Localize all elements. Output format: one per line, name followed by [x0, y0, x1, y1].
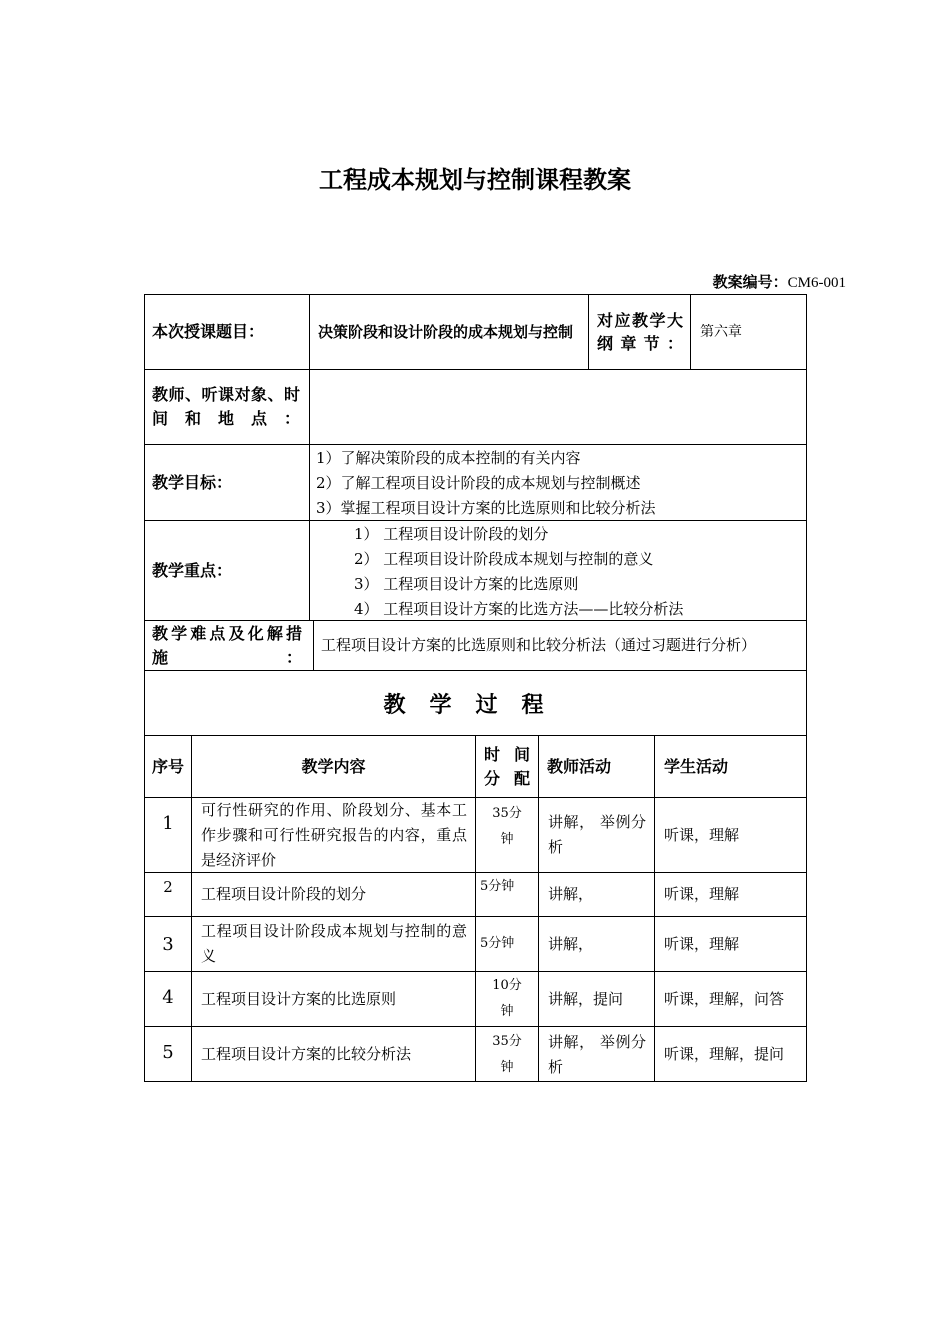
- row-student-activity: 听课，理解: [664, 885, 740, 903]
- key-points-list: [354, 522, 794, 622]
- col-header-content: 教学内容: [301, 756, 366, 776]
- row-teacher-activity: 讲解，提问: [548, 989, 624, 1008]
- col-divider: [538, 735, 539, 1082]
- col-header-teacher: 教师活动: [547, 756, 612, 776]
- col-divider: [475, 735, 476, 1082]
- process-title: 教学过程: [383, 692, 568, 718]
- row-content: 工程项目设计阶段成本规划与控制的意义: [201, 922, 467, 965]
- row-number: 1: [162, 812, 174, 834]
- plan-code-label: 教案编号：: [712, 273, 788, 291]
- row-student-activity: 听课，理解: [664, 825, 740, 844]
- row-content: 工程项目设计方案的比较分析法: [201, 1045, 412, 1063]
- row-student-activity: 听课，理解，提问: [664, 1045, 785, 1063]
- row-time: 35分钟: [492, 806, 522, 847]
- key-point-item: 1） 工程项目设计阶段的划分: [354, 525, 549, 543]
- row-content: 工程项目设计方案的比选原则: [201, 989, 397, 1008]
- plan-code: [713, 271, 846, 292]
- plan-code-value: CM6-001: [787, 275, 846, 291]
- teacher-audience-label: 教师、听课对象、时间和地点：: [152, 385, 300, 428]
- key-point-item: 3） 工程项目设计方案的比选原则: [354, 575, 579, 593]
- key-point-item: 2） 工程项目设计阶段成本规划与控制的意义: [354, 550, 654, 568]
- key-points-label: 教学重点：: [152, 560, 233, 580]
- row-content: 可行性研究的作用、阶段划分、基本工作步骤和可行性研究报告的内容，重点是经济评价: [201, 800, 467, 869]
- key-point-item: 4） 工程项目设计方案的比选方法——比较分析法: [354, 600, 684, 618]
- row-student-activity: 听课，理解，问答: [664, 989, 785, 1008]
- objective-item: 3）掌握工程项目设计方案的比选原则和比较分析法: [316, 499, 656, 517]
- row-time: 35分钟: [492, 1033, 522, 1075]
- row-time: 5分钟: [480, 879, 515, 894]
- chapter-value: 第六章: [700, 323, 742, 340]
- row-teacher-activity: 讲解， 举例分析: [548, 1032, 646, 1076]
- row-student-activity: 听课，理解: [664, 934, 740, 953]
- col-header-time: 时间分配: [484, 744, 530, 788]
- chapter-label: 对应教学大纲章节：: [597, 311, 683, 353]
- col-header-no: 序号: [152, 756, 185, 776]
- col-divider: [313, 620, 314, 670]
- row-number: 2: [163, 878, 173, 896]
- objectives-list: [316, 446, 796, 521]
- col-divider: [654, 735, 655, 1082]
- row-time: 10分钟: [492, 978, 522, 1019]
- page-title: 工程成本规划与控制课程教案: [319, 166, 631, 194]
- topic-label: 本次授课题目：: [152, 322, 265, 341]
- row-number: 3: [162, 933, 174, 955]
- topic-value: 决策阶段和设计阶段的成本规划与控制: [318, 323, 574, 341]
- row-content: 工程项目设计阶段的划分: [201, 885, 367, 903]
- objective-item: 2）了解工程项目设计阶段的成本规划与控制概述: [316, 474, 641, 492]
- teacher-audience-value: [318, 370, 798, 444]
- row-teacher-activity: 讲解， 举例分析: [548, 813, 646, 856]
- row-number: 4: [162, 986, 174, 1008]
- objective-item: 1）了解决策阶段的成本控制的有关内容: [316, 449, 581, 467]
- col-divider: [309, 294, 310, 620]
- difficulties-value: 工程项目设计方案的比选原则和比较分析法（通过习题进行分析）: [321, 636, 757, 654]
- row-teacher-activity: 讲解，: [548, 885, 594, 903]
- row-time: 5分钟: [480, 936, 515, 951]
- row-number: 5: [162, 1041, 174, 1063]
- col-divider: [588, 294, 589, 369]
- col-header-student: 学生活动: [664, 756, 729, 776]
- col-divider: [690, 294, 691, 369]
- difficulties-label: 教学难点及化解措施：: [152, 623, 302, 667]
- row-teacher-activity: 讲解，: [548, 934, 594, 953]
- objectives-label: 教学目标：: [152, 472, 233, 492]
